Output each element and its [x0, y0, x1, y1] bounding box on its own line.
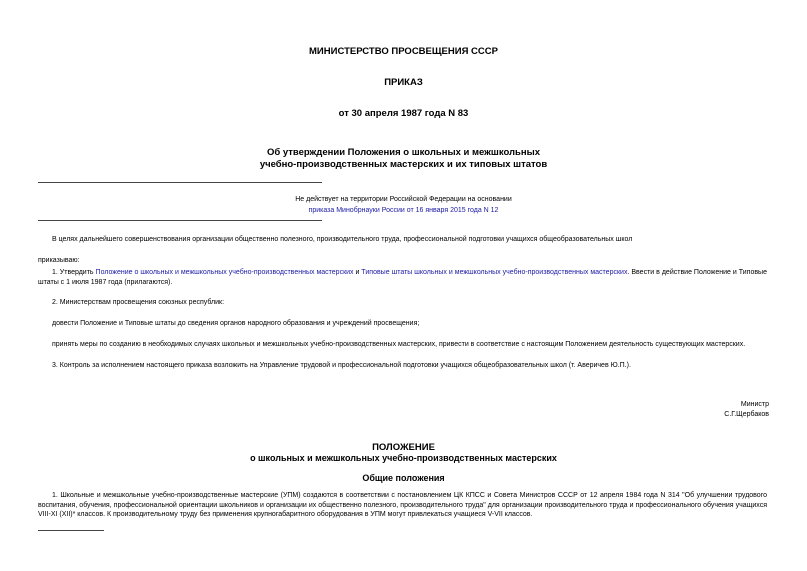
- divider-status: [38, 220, 322, 221]
- date-number-heading: от 30 апреля 1987 года N 83: [338, 108, 469, 119]
- item-2-paragraph: 2. Министерствам просвещения союзных республик:: [52, 299, 225, 306]
- item-2b-paragraph: принять меры по созданию в необходимых случаях школьных и межшкольных учебно-производственных мастерских, привести в соответствие с настоящим Положением деятельность существующих мастерских.: [52, 341, 746, 348]
- regulation-subtitle: о школьных и межшкольных учебно-производственных мастерских: [250, 453, 557, 463]
- regulation-paragraph-1: 1. Школьные и межшкольные учебно-производственные мастерские (УПМ) создаются в соответствии с постановлением ЦК КПСС и Совета Министров СССР от 12 апреля 1984 года N 314 "Об улучшении трудового воспитания, обучения, профессиональной ориентации школьников и организации их общественно полезного, производительного труда" для организации производительного труда и профессионального обучения учащихся VIII-XI (XII)* классов. К производительному труду без применения крупногабаритного оборудования в УПМ могут привлекаться учащиеся V-VII классов.: [38, 492, 767, 518]
- signer-name: С.Г.Щербаков: [724, 411, 769, 418]
- section-heading: Общие положения: [362, 473, 445, 483]
- title-line-1: Об утверждении Положения о школьных и межшкольных: [266, 147, 541, 158]
- item-1-and: и: [353, 269, 362, 276]
- doc-type-heading: ПРИКАЗ: [384, 77, 423, 88]
- decree-text: приказываю:: [38, 257, 80, 264]
- signature-block: [724, 400, 769, 420]
- item-1-suffix: . Ввести в действие Положение и Типовые штаты с 1 июля 1987 года (прилагаются).: [38, 269, 767, 286]
- regulation-link[interactable]: Положение о школьных и межшкольных учебно-производственных мастерских: [95, 269, 354, 276]
- ministry-heading: МИНИСТЕРСТВО ПРОСВЕЩЕНИЯ СССР: [309, 46, 498, 57]
- signer-position: Министр: [740, 401, 769, 408]
- status-link[interactable]: приказа Минобрнауки России от 16 января 2015 года N 12: [308, 207, 499, 214]
- divider-top: [38, 182, 322, 183]
- regulation-title: ПОЛОЖЕНИЕ: [372, 442, 435, 453]
- footnote-divider: [38, 530, 104, 531]
- intro-paragraph: В целях дальнейшего совершенствования организации общественно полезного, производительного труда, профессиональной подготовки учащихся общеобразовательных школ: [52, 236, 633, 243]
- item-3-paragraph: 3. Контроль за исполнением настоящего приказа возложить на Управление трудовой и профессиональной подготовки учащихся общеобразовательных школ (т. Аверичев Ю.П.).: [52, 362, 631, 369]
- title-line-2: учебно-производственных мастерских и их типовых штатов: [259, 159, 548, 170]
- item-1-paragraph: [38, 268, 767, 287]
- item-2a-paragraph: довести Положение и Типовые штаты до сведения органов народного образования и учреждений просвещения;: [52, 320, 420, 327]
- staff-schedule-link[interactable]: Типовые штаты школьных и межшкольных учебно-производственных мастерских: [361, 269, 628, 276]
- item-1-prefix: 1. Утвердить: [52, 269, 96, 276]
- status-text: Не действует на территории Российской Федерации на основании: [295, 196, 512, 203]
